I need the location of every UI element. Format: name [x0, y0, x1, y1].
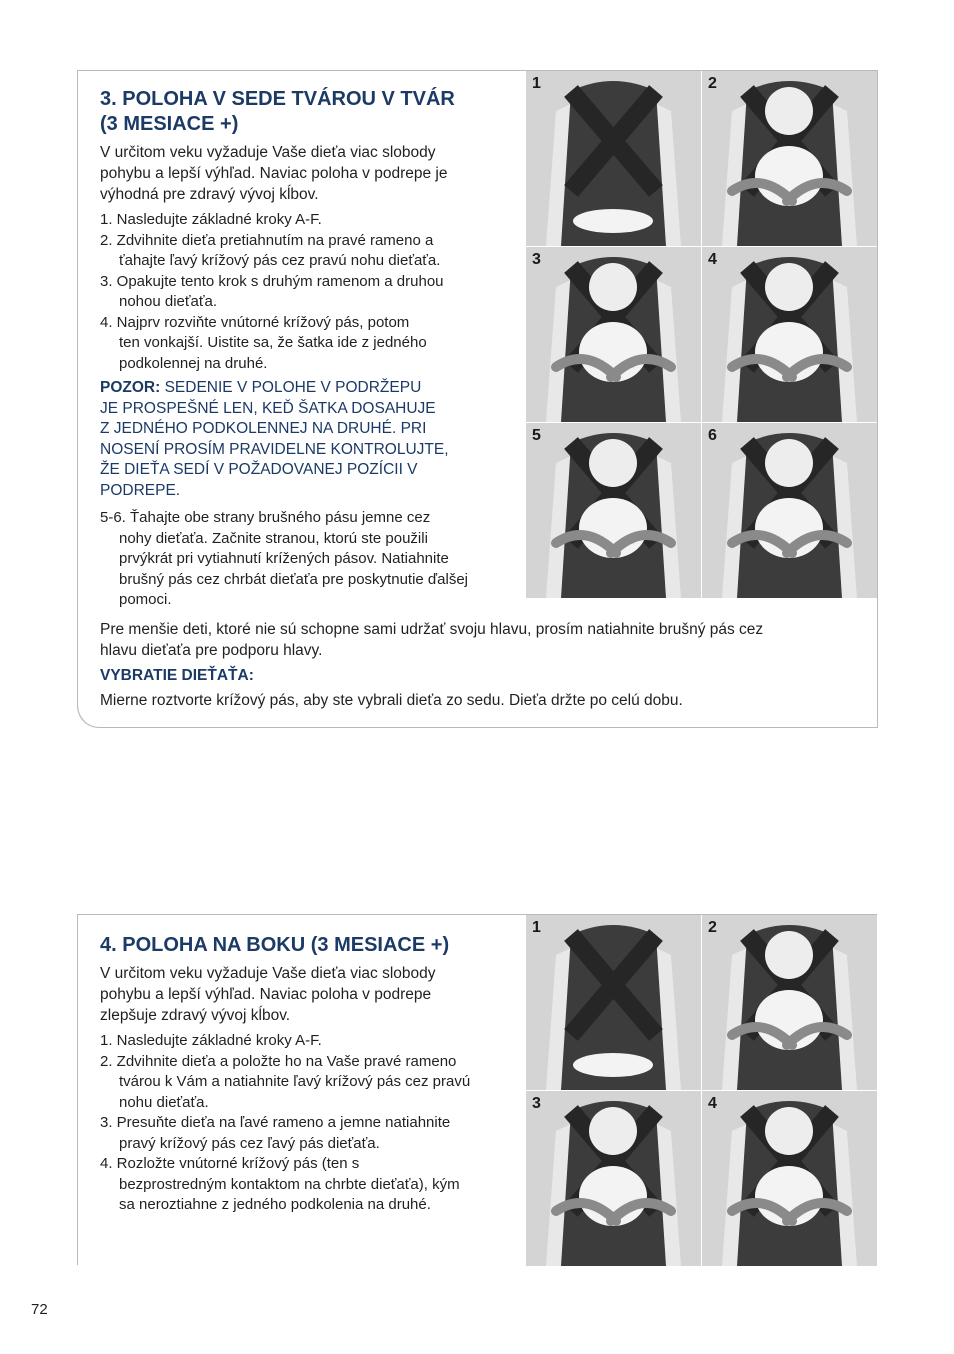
photo-number: 3 — [532, 251, 541, 268]
warning-line: JE PROSPEŠNÉ LEN, KEĎ ŠATKA DOSAHUJE — [100, 399, 436, 417]
step-item — [100, 1154, 470, 1216]
step-line: pravý krížový pás cez ľavý pás dieťaťa. — [119, 1134, 380, 1152]
photo-step — [702, 423, 877, 598]
section-3-photo-grid — [526, 71, 877, 599]
photo-number: 6 — [708, 427, 717, 444]
carrier-photo-illustration — [526, 71, 701, 246]
step-line: 3. Presuňte dieťa na ľavé rameno a jemne natiahnite — [100, 1114, 451, 1131]
carrier-photo-illustration — [702, 247, 877, 422]
step-item — [100, 1031, 470, 1052]
section-3-box — [77, 70, 878, 727]
step-line: nohou dieťaťa. — [119, 293, 217, 310]
photo-number: 2 — [708, 919, 717, 936]
section-4-steps — [100, 1031, 470, 1216]
step-line: ten vonkajší. Uistite sa, že šatka ide z jedného — [119, 334, 427, 351]
step-item — [100, 231, 444, 272]
step-item — [100, 1113, 470, 1154]
section-4-intro — [100, 963, 436, 1026]
photo-step — [526, 1091, 701, 1266]
photo-number: 5 — [532, 427, 541, 444]
section-4-photo-grid — [526, 915, 877, 1265]
remove-child-heading: VYBRATIE DIEŤAŤA: — [100, 667, 254, 684]
note-line: 5-6. Ťahajte obe strany brušného pásu jemne cez — [100, 509, 431, 526]
page-number: 72 — [31, 1301, 48, 1318]
warning-line: SEDENIE V POLOHE V PODRŽEPU — [160, 379, 422, 396]
step-line: 3. Opakujte tento krok s druhým ramenom a druhou — [100, 272, 444, 290]
section-4-title: 4. POLOHA NA BOKU (3 MESIACE +) — [100, 934, 450, 956]
step-line: tvárou k Vám a natiahnite ľavý krížový pás cez pravú — [119, 1073, 471, 1090]
photo-number: 4 — [708, 1095, 717, 1112]
photo-step — [702, 71, 877, 246]
photo-step — [702, 1091, 877, 1266]
step-line: nohu dieťaťa. — [119, 1093, 209, 1111]
photo-number: 3 — [532, 1095, 541, 1112]
photo-step — [702, 247, 877, 422]
section-3-title — [100, 87, 455, 137]
section-3-title-line-1: 3. POLOHA V SEDE TVÁROU V TVÁR — [100, 88, 455, 110]
section-4-box — [77, 914, 877, 1265]
warning-line: ŽE DIEŤA SEDÍ V POŽADOVANEJ POZÍCII V — [100, 461, 418, 478]
step-line: 4. Najprv rozviňte vnútorné krížový pás, potom — [100, 313, 410, 331]
note-line: nohy dieťaťa. Začnite stranou, ktorú ste použili — [119, 529, 428, 547]
photo-step — [702, 915, 877, 1090]
step-item — [100, 313, 444, 375]
photo-step — [526, 915, 701, 1090]
photo-number: 2 — [708, 75, 717, 92]
step-line: ťahajte ľavý krížový pás cez pravú nohu dieťaťa. — [119, 252, 441, 269]
intro-line: V určitom veku vyžaduje Vaše dieťa viac slobody — [100, 144, 436, 161]
remove-child-text: Mierne roztvorte krížový pás, aby ste vybrali dieťa zo sedu. Dieťa držte po celú dobu. — [100, 692, 683, 709]
step-item — [100, 272, 444, 313]
warning-line: PODREPE. — [100, 481, 181, 499]
photo-step — [526, 423, 701, 598]
small-children-note — [100, 619, 860, 661]
step-line: 1. Nasledujte základné kroky A-F. — [100, 1032, 322, 1049]
step-line: 1. Nasledujte základné kroky A-F. — [100, 211, 322, 228]
carrier-photo-illustration — [526, 423, 701, 598]
step-item — [100, 1052, 470, 1114]
photo-number: 1 — [532, 919, 541, 936]
carrier-photo-illustration — [526, 915, 701, 1090]
intro-line: výhodná pre zdravý vývoj kĺbov. — [100, 186, 319, 203]
step-line: bezprostredným kontaktom na chrbte dieťaťa), kým — [119, 1175, 460, 1193]
carrier-photo-illustration — [702, 1091, 877, 1266]
step-line: 2. Zdvihnite dieťa pretiahnutím na pravé rameno a — [100, 231, 434, 249]
note-line: pomoci. — [119, 591, 172, 608]
photo-step — [526, 247, 701, 422]
warning-block — [100, 378, 500, 501]
carrier-photo-illustration — [526, 247, 701, 422]
step-line: sa neroztiahne z jedného podkolenia na druhé. — [119, 1196, 431, 1213]
step-line: 2. Zdvihnite dieťa a položte ho na Vaše pravé rameno — [100, 1052, 457, 1070]
extra-line: hlavu dieťaťa pre podporu hlavy. — [100, 642, 323, 659]
step-5-6-note — [100, 508, 524, 611]
intro-line: pohybu a lepší výhľad. Naviac poloha v podrepe — [100, 986, 432, 1003]
photo-number: 1 — [532, 75, 541, 92]
photo-number: 4 — [708, 251, 717, 268]
intro-line: zlepšuje zdravý vývoj kĺbov. — [100, 1007, 291, 1024]
section-3-intro — [100, 142, 447, 205]
step-item — [100, 210, 444, 231]
step-line: podkolennej na druhé. — [119, 354, 268, 372]
intro-line: V určitom veku vyžaduje Vaše dieťa viac slobody — [100, 965, 436, 982]
photo-step — [526, 71, 701, 246]
warning-label: POZOR: — [100, 379, 161, 396]
carrier-photo-illustration — [702, 423, 877, 598]
step-line: 4. Rozložte vnútorné krížový pás (ten s — [100, 1155, 360, 1172]
section-3-title-line-2: (3 MESIACE +) — [100, 113, 239, 135]
carrier-photo-illustration — [526, 1091, 701, 1266]
section-3-steps — [100, 210, 444, 374]
note-line: brušný pás cez chrbát dieťaťa pre poskytnutie ďalšej — [119, 570, 468, 588]
warning-line: NOSENÍ PROSÍM PRAVIDELNE KONTROLUJTE, — [100, 440, 449, 458]
carrier-photo-illustration — [702, 915, 877, 1090]
box-bottom-line — [100, 727, 878, 728]
extra-line: Pre menšie deti, ktoré nie sú schopne sami udržať svoju hlavu, prosím natiahnite brušný pás cez — [100, 621, 764, 638]
warning-line: Z JEDNÉHO PODKOLENNEJ NA DRUHÉ. PRI — [100, 420, 427, 437]
intro-line: pohybu a lepší výhľad. Naviac poloha v podrepe je — [100, 165, 448, 182]
note-line: prvýkrát pri vytiahnutí krížených pásov. Natiahnite — [119, 550, 449, 567]
carrier-photo-illustration — [702, 71, 877, 246]
